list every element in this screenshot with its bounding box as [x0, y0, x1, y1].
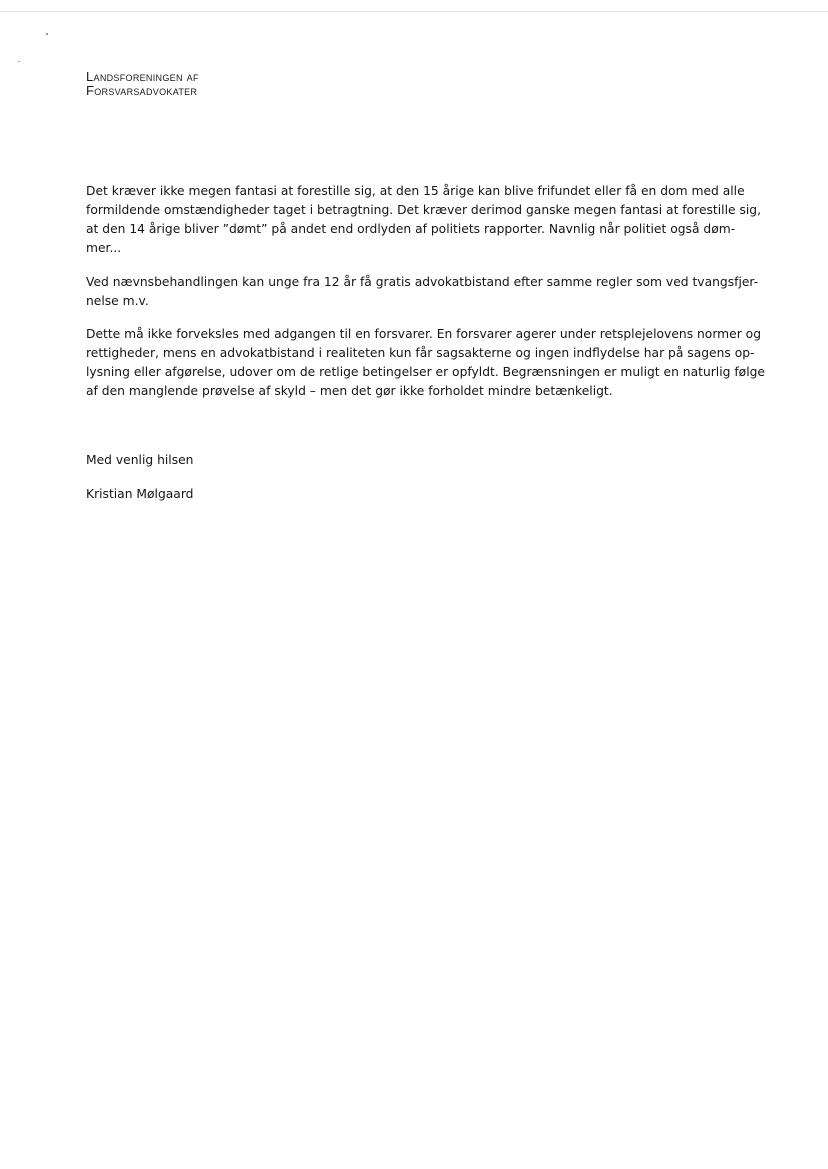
paragraph-1: [86, 182, 761, 258]
paragraph-2: [86, 273, 759, 311]
text-line: rettigheder, mens en advokatbistand i realiteten kun får sagsakterne og ingen indflydelse har på sagens op-: [86, 346, 755, 360]
text-line: formildende omstændigheder taget i betragtning. Det kræver derimod ganske megen fantasi at forestille sig,: [86, 203, 761, 217]
text-line: nelse m.v.: [86, 294, 149, 308]
letterhead-line-2: Forsvarsadvokater: [86, 83, 198, 98]
letter-body: [86, 182, 765, 504]
scan-speck: [18, 61, 20, 62]
signature-name: Kristian Mølgaard: [86, 487, 194, 501]
text-line: mer...: [86, 241, 122, 255]
scan-speck: [46, 33, 48, 35]
letterhead-line-1: Landsforeningen af: [86, 69, 199, 84]
scan-edge-line: [0, 11, 828, 12]
closing-block: [86, 451, 746, 470]
letterhead: [86, 70, 199, 98]
text-line: at den 14 årige bliver ”dømt” på andet end ordlyden af politiets rapporter. Navnlig når politiet også døm-: [86, 222, 736, 236]
text-line: Dette må ikke forveksles med adgangen til en forsvarer. En forsvarer agerer under retsplejelovens normer og: [86, 327, 762, 341]
paragraph-3: [86, 325, 765, 401]
text-line: af den manglende prøvelse af skyld – men det gør ikke forholdet mindre betænkeligt.: [86, 384, 613, 398]
text-line: Det kræver ikke megen fantasi at forestille sig, at den 15 årige kan blive frifundet eller få en dom med alle: [86, 184, 745, 198]
text-line: lysning eller afgørelse, udover om de retlige betingelser er opfyldt. Begrænsningen er muligt en naturlig følge: [86, 365, 765, 379]
closing-salutation: Med venlig hilsen: [86, 453, 194, 467]
text-line: Ved nævnsbehandlingen kan unge fra 12 år få gratis advokatbistand efter samme regler som ved tvangsfjer-: [86, 275, 759, 289]
signature-block: [86, 485, 746, 504]
